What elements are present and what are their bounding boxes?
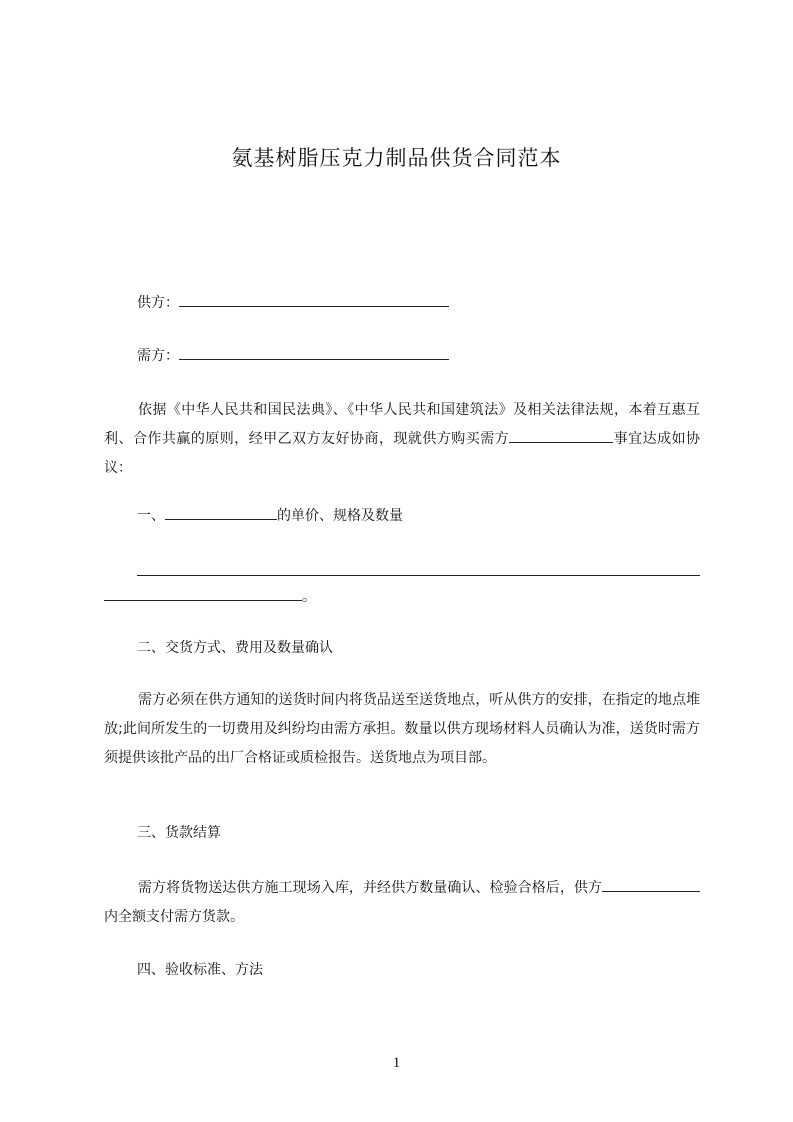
section1-blank-2[interactable] (104, 586, 302, 601)
section1-fill-line-1 (137, 561, 700, 582)
intro-blank-1[interactable] (509, 428, 585, 443)
section2-heading: 二、交货方式、费用及数量确认 (137, 640, 333, 656)
section1-fill-line-2 (104, 586, 316, 607)
section4-heading: 四、验收标准、方法 (137, 962, 263, 978)
section3-blank-2[interactable] (662, 877, 700, 892)
section1-heading (137, 505, 403, 526)
page-number: 1 (392, 1055, 401, 1071)
section3-heading: 三、货款结算 (137, 825, 221, 841)
section1-end: 。 (302, 589, 316, 605)
intro-text: 依据《中华人民共和国民法典》、《中华人民共和国建筑法》及相关法律法规，本着互惠互利、合作共赢的原则，经甲乙双方友好协商，现就供方购买需方 (104, 402, 700, 447)
section2-body: 需方必须在供方通知的送货时间内将货品送至送货地点，听从供方的安排，在指定的地点堆放;此间所发生的一切费用及纠纷均由需方承担。数量以供方现场材料人员确认为准，送货时需方须提供该批产品的出厂合格证或质检报告。送货地点为项目部。 (104, 692, 700, 766)
section1-suffix: 的单价、规格及数量 (277, 508, 403, 524)
section3-end: 内全额支付需方货款。 (104, 909, 244, 925)
buyer-line (137, 345, 449, 366)
intro-paragraph (104, 396, 700, 483)
section1-product-blank[interactable] (165, 505, 277, 520)
section3-body: 需方将货物送达供方施工现场入库，并经供方数量确认、检验合格后，供方 (138, 880, 602, 896)
document-title: 氨基树脂压克力制品供货合同范本 (231, 146, 562, 170)
supplier-blank[interactable] (179, 292, 449, 307)
buyer-label: 需方： (137, 348, 179, 364)
supplier-line (137, 292, 449, 313)
section1-blank-1[interactable] (137, 561, 700, 576)
section3-paragraph (104, 874, 700, 932)
section3-blank-1[interactable] (602, 877, 662, 892)
section1-prefix: 一、 (137, 508, 165, 524)
buyer-blank[interactable] (179, 345, 449, 360)
supplier-label: 供方： (137, 295, 179, 311)
intro-blank-2[interactable] (585, 428, 613, 443)
intro-end: 事宜达成如协议： (104, 431, 701, 476)
